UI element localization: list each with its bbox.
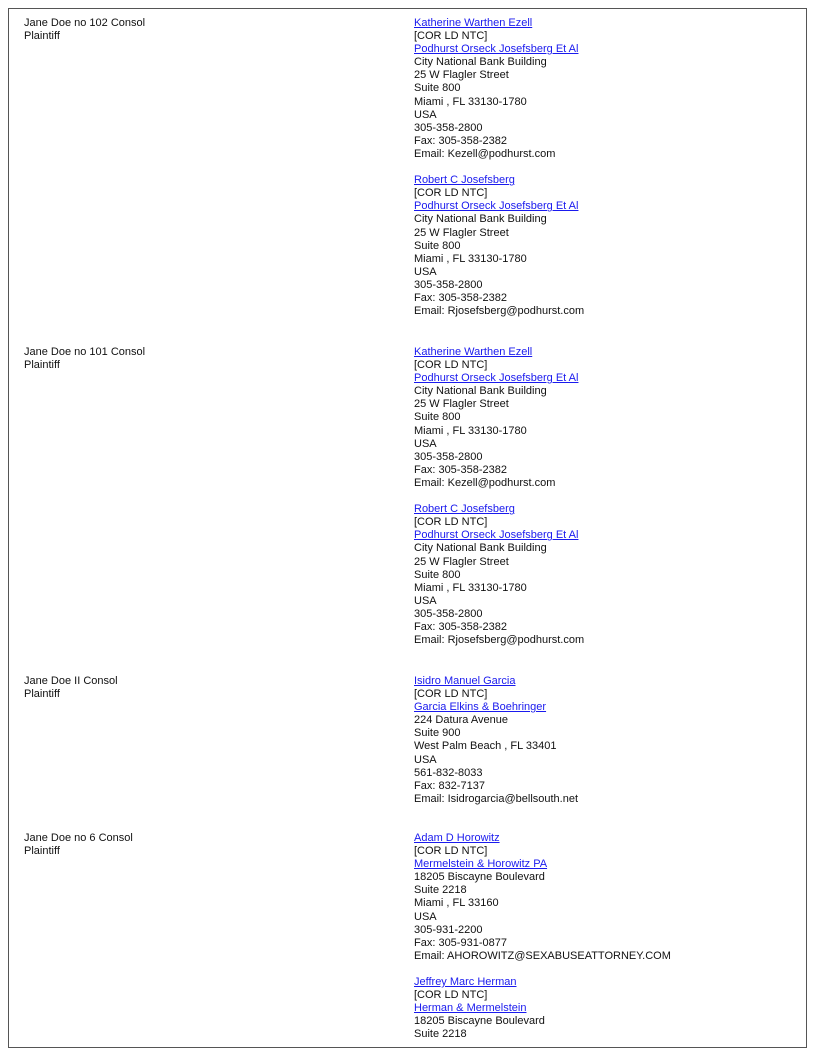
attorney-list xyxy=(414,675,804,806)
phone: 305-358-2800 xyxy=(414,121,483,134)
attorney-name-link[interactable]: Katherine Warthen Ezell xyxy=(414,346,533,358)
address-line: 25 W Flagler Street xyxy=(414,555,509,568)
phone: 305-931-2200 xyxy=(414,923,483,936)
address-line: USA xyxy=(414,910,437,923)
address-line: USA xyxy=(414,437,437,450)
address-line: 224 Datura Avenue xyxy=(414,714,508,727)
attorney-list xyxy=(414,832,804,1042)
address-line: 18205 Biscayne Boulevard xyxy=(414,871,545,884)
attorney-list xyxy=(414,17,804,318)
party-entry xyxy=(24,675,374,701)
party-role: Plaintiff xyxy=(24,845,60,858)
attorney-name-link[interactable]: Robert C Josefsberg xyxy=(414,503,515,516)
email: Email: Rjosefsberg@podhurst.com xyxy=(414,634,585,647)
firm-link[interactable]: Garcia Elkins & Boehringer xyxy=(414,701,547,714)
attorney-designation: [COR LD NTC] xyxy=(414,359,488,372)
address-line: Suite 2218 xyxy=(414,884,467,897)
address-line: Miami , FL 33130-1780 xyxy=(414,95,527,108)
address-line: 25 W Flagler Street xyxy=(414,69,509,82)
address-line: USA xyxy=(414,594,437,607)
attorney-name-link[interactable]: Jeffrey Marc Herman xyxy=(414,976,517,989)
attorney-block xyxy=(414,17,804,161)
address-line: USA xyxy=(414,753,437,766)
attorney-block xyxy=(414,346,804,490)
party-name: Jane Doe no 6 Consol xyxy=(24,832,133,844)
fax: Fax: 305-358-2382 xyxy=(414,620,507,633)
address-line: Suite 800 xyxy=(414,239,461,252)
address-line: USA xyxy=(414,265,437,278)
address-line: City National Bank Building xyxy=(414,385,547,398)
attorney-designation: [COR LD NTC] xyxy=(414,30,488,43)
attorney-designation: [COR LD NTC] xyxy=(414,845,488,858)
fax: Fax: 832-7137 xyxy=(414,779,485,792)
firm-link[interactable]: Herman & Mermelstein xyxy=(414,1002,527,1015)
email: Email: AHOROWITZ@SEXABUSEATTORNEY.COM xyxy=(414,949,671,962)
address-line: Miami , FL 33130-1780 xyxy=(414,581,527,594)
attorney-designation: [COR LD NTC] xyxy=(414,688,488,701)
firm-link[interactable]: Podhurst Orseck Josefsberg Et Al xyxy=(414,200,579,213)
address-line: 25 W Flagler Street xyxy=(414,226,509,239)
address-line: City National Bank Building xyxy=(414,56,547,69)
address-line: Miami , FL 33160 xyxy=(414,897,499,910)
phone: 561-832-8033 xyxy=(414,766,483,779)
email: Email: Kezell@podhurst.com xyxy=(414,476,556,489)
fax: Fax: 305-358-2382 xyxy=(414,463,507,476)
fax: Fax: 305-931-0877 xyxy=(414,936,507,949)
attorney-list xyxy=(414,346,804,647)
party-entry xyxy=(24,832,374,858)
party-name: Jane Doe II Consol xyxy=(24,675,118,687)
party-entry xyxy=(24,17,374,43)
party-role: Plaintiff xyxy=(24,359,60,372)
fax: Fax: 305-358-2382 xyxy=(414,291,507,304)
attorney-name-link[interactable]: Robert C Josefsberg xyxy=(414,174,515,187)
attorney-block xyxy=(414,174,804,318)
phone: 305-358-2800 xyxy=(414,278,483,291)
party-name: Jane Doe no 101 Consol xyxy=(24,346,146,358)
address-line: Suite 800 xyxy=(414,82,461,95)
firm-link[interactable]: Mermelstein & Horowitz PA xyxy=(414,858,548,871)
attorney-name-link[interactable]: Katherine Warthen Ezell xyxy=(414,17,533,29)
attorney-block xyxy=(414,503,804,647)
address-line: West Palm Beach , FL 33401 xyxy=(414,740,557,753)
fax: Fax: 305-358-2382 xyxy=(414,134,507,147)
address-line: Suite 900 xyxy=(414,727,461,740)
attorney-designation: [COR LD NTC] xyxy=(414,516,488,529)
firm-link[interactable]: Podhurst Orseck Josefsberg Et Al xyxy=(414,529,579,542)
firm-link[interactable]: Podhurst Orseck Josefsberg Et Al xyxy=(414,372,579,385)
firm-link[interactable]: Podhurst Orseck Josefsberg Et Al xyxy=(414,43,579,56)
address-line: Suite 800 xyxy=(414,568,461,581)
address-line: 18205 Biscayne Boulevard xyxy=(414,1015,545,1028)
attorney-name-link[interactable]: Adam D Horowitz xyxy=(414,832,500,844)
address-line: Suite 800 xyxy=(414,411,461,424)
address-line: City National Bank Building xyxy=(414,542,547,555)
party-entry xyxy=(24,346,374,372)
attorney-name-link[interactable]: Isidro Manuel Garcia xyxy=(414,675,516,687)
address-line: Miami , FL 33130-1780 xyxy=(414,252,527,265)
phone: 305-358-2800 xyxy=(414,607,483,620)
email: Email: Isidrogarcia@bellsouth.net xyxy=(414,792,579,805)
party-role: Plaintiff xyxy=(24,688,60,701)
address-line: City National Bank Building xyxy=(414,213,547,226)
email: Email: Kezell@podhurst.com xyxy=(414,147,556,160)
attorney-designation: [COR LD NTC] xyxy=(414,989,488,1002)
party-name: Jane Doe no 102 Consol xyxy=(24,17,146,29)
attorney-block xyxy=(414,976,804,1041)
address-line: 25 W Flagler Street xyxy=(414,398,509,411)
address-line: Suite 2218 xyxy=(414,1028,467,1041)
email: Email: Rjosefsberg@podhurst.com xyxy=(414,305,585,318)
attorney-designation: [COR LD NTC] xyxy=(414,187,488,200)
address-line: Miami , FL 33130-1780 xyxy=(414,424,527,437)
party-role: Plaintiff xyxy=(24,30,60,43)
attorney-block xyxy=(414,832,804,963)
address-line: USA xyxy=(414,108,437,121)
phone: 305-358-2800 xyxy=(414,450,483,463)
attorney-block xyxy=(414,675,804,806)
